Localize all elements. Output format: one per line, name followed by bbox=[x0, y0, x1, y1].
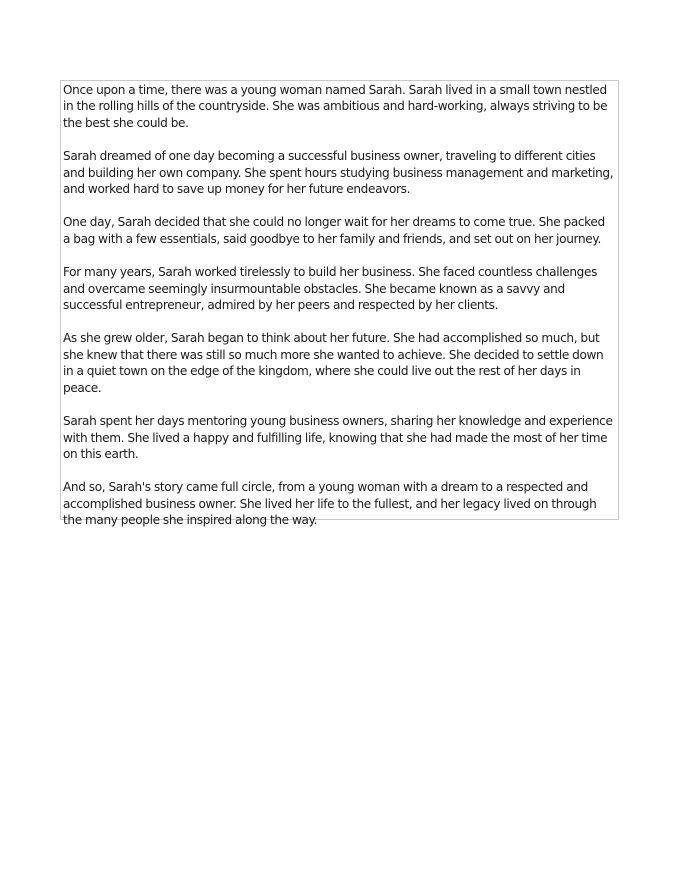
story-text-box bbox=[60, 80, 619, 528]
paragraph-6: Sarah spent her days mentoring young business owners, sharing her knowledge and experience with them. She lived a happy and fulfilling life, knowing that she had made the most of her time on this earth. bbox=[63, 414, 613, 461]
paragraph-1: Once upon a time, there was a young woman named Sarah. Sarah lived in a small town nestled in the rolling hills of the countryside. She was ambitious and hard-working, always striving to be the best she could be. bbox=[63, 83, 608, 130]
paragraph-4: For many years, Sarah worked tirelessly to build her business. She faced countless challenges and overcame seemingly insurmountable obstacles. She became known as a savvy and successful entrepreneur, admired by her peers and respected by her clients. bbox=[63, 265, 598, 313]
paragraph-5: As she grew older, Sarah began to think about her future. She had accomplished so much, but she knew that there was still so much more she wanted to achieve. She decided to settle down in a quiet town on the edge of the kingdom, where she could live out the rest of her days in peace. bbox=[63, 331, 604, 395]
paragraph-7: And so, Sarah's story came full circle, from a young woman with a dream to a respected and accomplished business owner. She lived her life to the fullest, and her legacy lived on through the many people she inspired along the way. bbox=[63, 480, 597, 528]
paragraph-3: One day, Sarah decided that she could no longer wait for her dreams to come true. She packed a bag with a few essentials, said goodbye to her family and friends, and set out on her journey. bbox=[63, 215, 605, 246]
paragraph-2: Sarah dreamed of one day becoming a successful business owner, traveling to different cities and building her own company. She spent hours studying business management and marketing, and worked hard to save up money for her future endeavors. bbox=[63, 149, 614, 197]
